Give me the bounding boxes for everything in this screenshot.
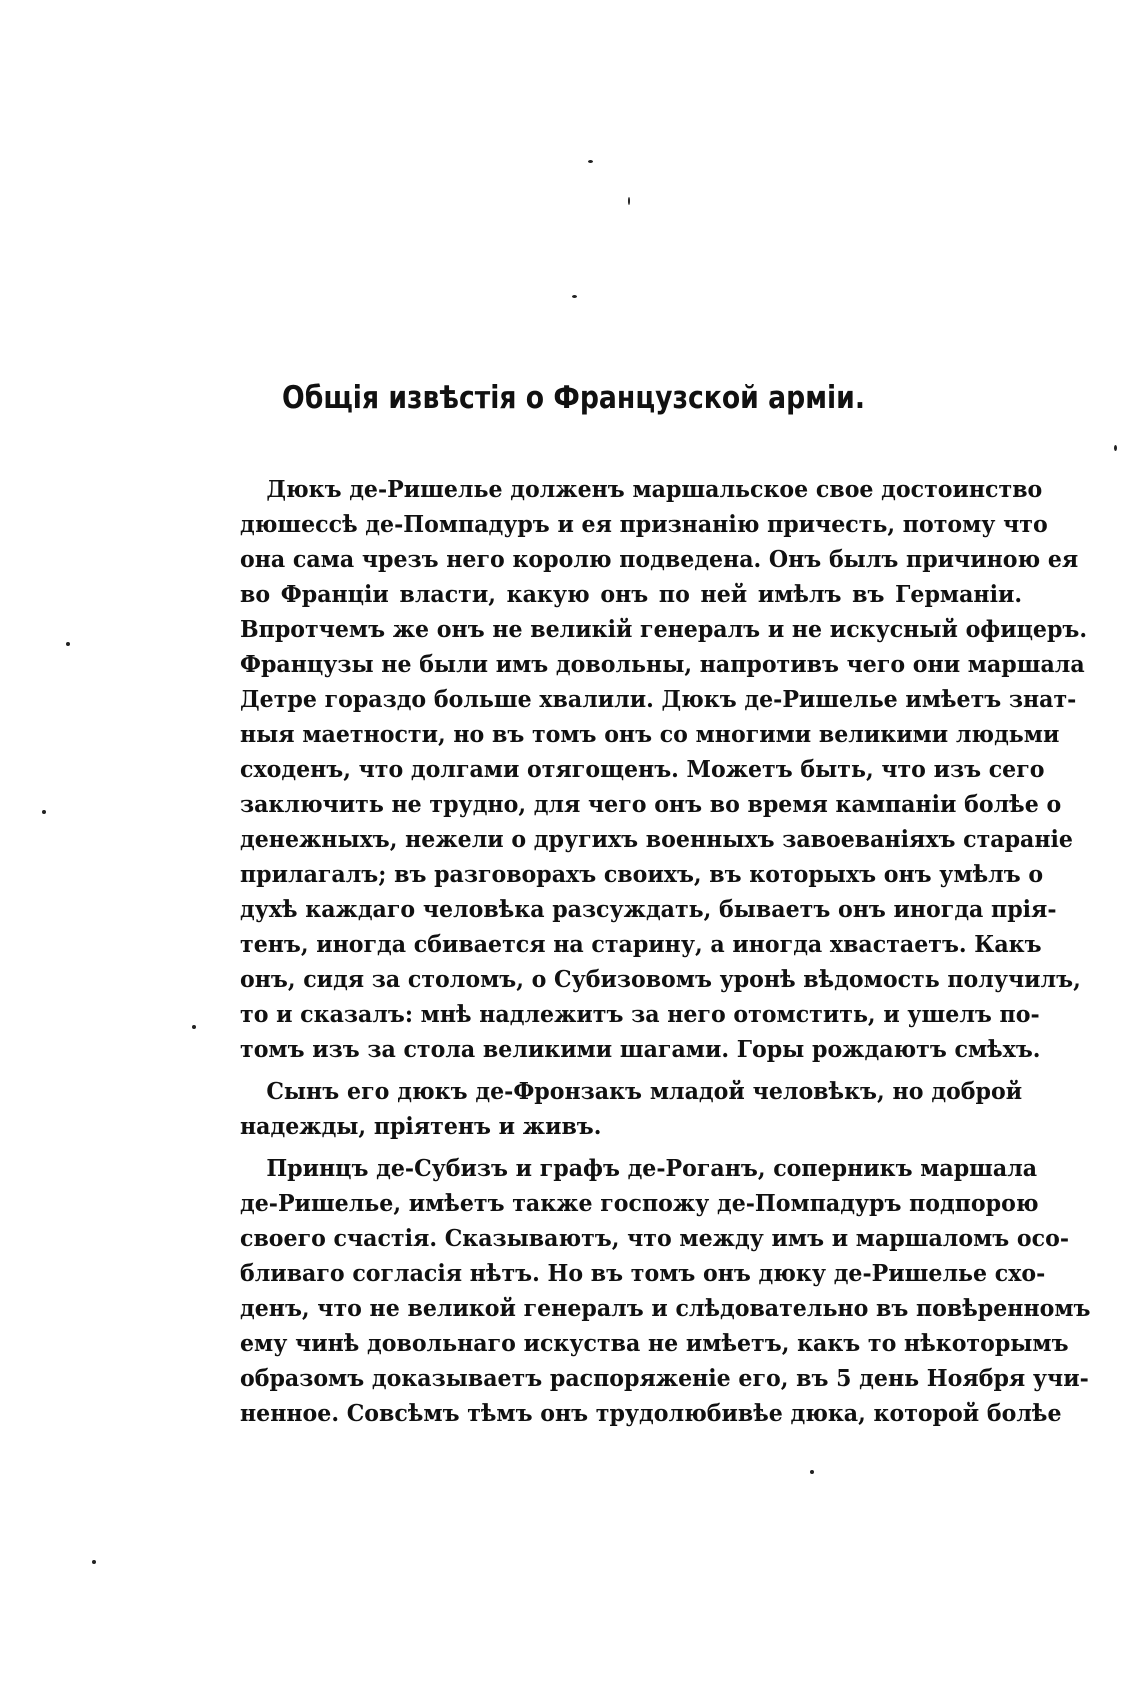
body-text (240, 472, 1091, 1431)
text-line: Впротчемъ же онъ не великій генералъ и не искусный офицеръ. (240, 615, 1088, 643)
text-line: образомъ доказываетъ распоряженіе его, въ 5 день Ноября учи- (240, 1364, 1089, 1392)
text-line: Сынъ его дюкъ де-Фронзакъ младой человѣкъ, но доброй (266, 1077, 1023, 1105)
text-line: во Франціи власти, какую онъ по ней имѣлъ въ Германіи. (240, 580, 1023, 608)
text-line: ныя маетности, но въ томъ онъ со многими великими людьми (240, 720, 1060, 748)
scan-speck (192, 1025, 196, 1029)
text-line: денъ, что не великой генералъ и слѣдовательно въ повѣренномъ (240, 1294, 1091, 1322)
text-line: денежныхъ, нежели о другихъ военныхъ завоеваніяхъ стараніе (240, 825, 1073, 853)
scan-speck (42, 810, 46, 814)
text-line: ему чинѣ довольнаго искуства не имѣетъ, какъ то нѣкоторымъ (240, 1329, 1069, 1357)
scan-speck (810, 1470, 814, 1474)
text-line: своего счастія. Сказываютъ, что между имъ и маршаломъ осо- (240, 1224, 1070, 1252)
scan-speck (588, 160, 593, 163)
text-line: она сама чрезъ него королю подведена. Онъ былъ причиною ея (240, 545, 1079, 573)
scan-speck (1114, 445, 1117, 451)
text-line: онъ, сидя за столомъ, о Субизовомъ уронѣ вѣдомость получилъ, (240, 965, 1081, 993)
text-line: надежды, пріятенъ и живъ. (240, 1112, 602, 1140)
text-line: Принцъ де-Субизъ и графъ де-Роганъ, соперникъ маршала (266, 1154, 1038, 1182)
text-line: тенъ, иногда сбивается на старину, а иногда хвастаетъ. Какъ (240, 930, 1042, 958)
text-line: Детре гораздо больше хвалили. Дюкъ де-Ришелье имѣетъ знат- (240, 685, 1077, 713)
text-line: Французы не были имъ довольны, напротивъ чего они маршала (240, 650, 1085, 678)
text-line: духѣ каждаго человѣка разсуждать, бываетъ онъ иногда прія- (240, 895, 1057, 923)
scan-speck (572, 295, 577, 298)
scan-speck (66, 642, 70, 646)
page-title: Общія извѣстія о Французской арміи. (282, 380, 865, 416)
text-line: ненное. Совсѣмъ тѣмъ онъ трудолюбивѣе дюка, которой болѣе (240, 1399, 1062, 1427)
text-line: сходенъ, что долгами отягощенъ. Можетъ быть, что изъ сего (240, 755, 1045, 783)
text-line: заключить не трудно, для чего онъ во время кампаніи болѣе о (240, 790, 1062, 818)
text-line: то и сказалъ: мнѣ надлежитъ за него отомстить, и ушелъ по- (240, 1000, 1040, 1028)
scan-speck (628, 197, 630, 205)
text-line: томъ изъ за стола великими шагами. Горы рождаютъ смѣхъ. (240, 1035, 1041, 1063)
text-line: де-Ришелье, имѣетъ также госпожу де-Помпадуръ подпорою (240, 1189, 1039, 1217)
text-line: Дюкъ де-Ришелье долженъ маршальское свое достоинство (266, 475, 1043, 503)
scan-speck (92, 1560, 96, 1564)
text-line: дюшессѣ де-Помпадуръ и ея признанію причесть, потому что (240, 510, 1048, 538)
text-line: прилагалъ; въ разговорахъ своихъ, въ которыхъ онъ умѣлъ о (240, 860, 1044, 888)
text-line: бливаго согласія нѣтъ. Но въ томъ онъ дюку де-Ришелье схо- (240, 1259, 1046, 1287)
